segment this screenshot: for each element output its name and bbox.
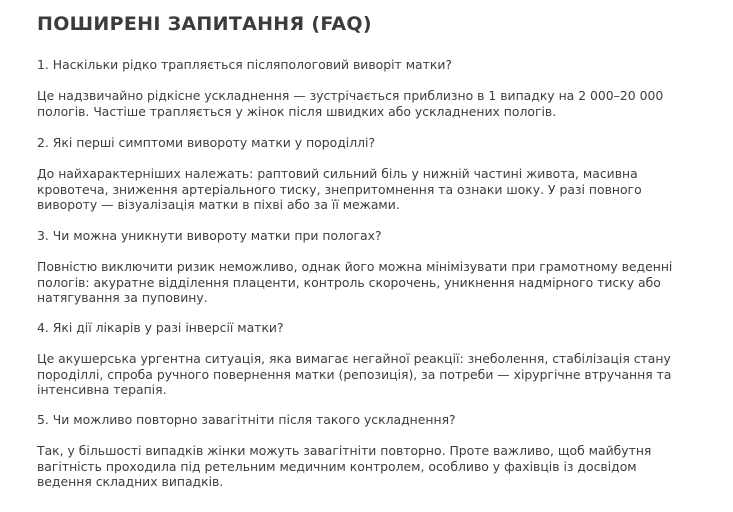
faq-answer-4: Це акушерська ургентна ситуація, яка вимагає негайної реакції: знеболення, стабілізація стану породіллі, спроба ручного повернення матки (репозиція), за потреби — хірургічне втручання та інтенсивна терапія. xyxy=(37,351,672,397)
faq-question-5: 5. Чи можливо повторно завагітніти після такого ускладнення? xyxy=(37,412,456,427)
faq-title: ПОШИРЕНІ ЗАПИТАННЯ (FAQ) xyxy=(37,13,372,35)
faq-answer-5: Так, у більшості випадків жінки можуть завагітніти повторно. Проте важливо, щоб майбутня вагітність проходила під ретельним медичним контролем, особливо у фахівців із досвідом ведення складних випадків. xyxy=(37,443,652,489)
faq-question-4: 4. Які дії лікарів у разі інверсії матки? xyxy=(37,320,284,335)
faq-answer-3: Повністю виключити ризик неможливо, однак його можна мінімізувати при грамотному веденні пологів: акуратне відділення плаценти, контроль скорочень, уникнення надмірного тиску або натягування за пуповину. xyxy=(37,259,673,305)
faq-answer-2: До найхарактерніших належать: раптовий сильний біль у нижній частині живота, масивна кровотеча, зниження артеріального тиску, знепритомнення та ознаки шоку. У разі повного вивороту — візуалізація матки в піхві або за її межами. xyxy=(37,166,642,212)
faq-answer-1: Це надзвичайно рідкісне ускладнення — зустрічається приблизно в 1 випадку на 2 000–20 000 пологів. Частіше трапляється у жінок після швидких або ускладнених пологів. xyxy=(37,88,664,119)
faq-question-3: 3. Чи можна уникнути вивороту матки при пологах? xyxy=(37,228,382,243)
faq-question-1: 1. Наскільки рідко трапляється післяпологовий виворіт матки? xyxy=(37,57,452,72)
faq-question-2: 2. Які перші симптоми вивороту матки у породіллі? xyxy=(37,135,376,150)
